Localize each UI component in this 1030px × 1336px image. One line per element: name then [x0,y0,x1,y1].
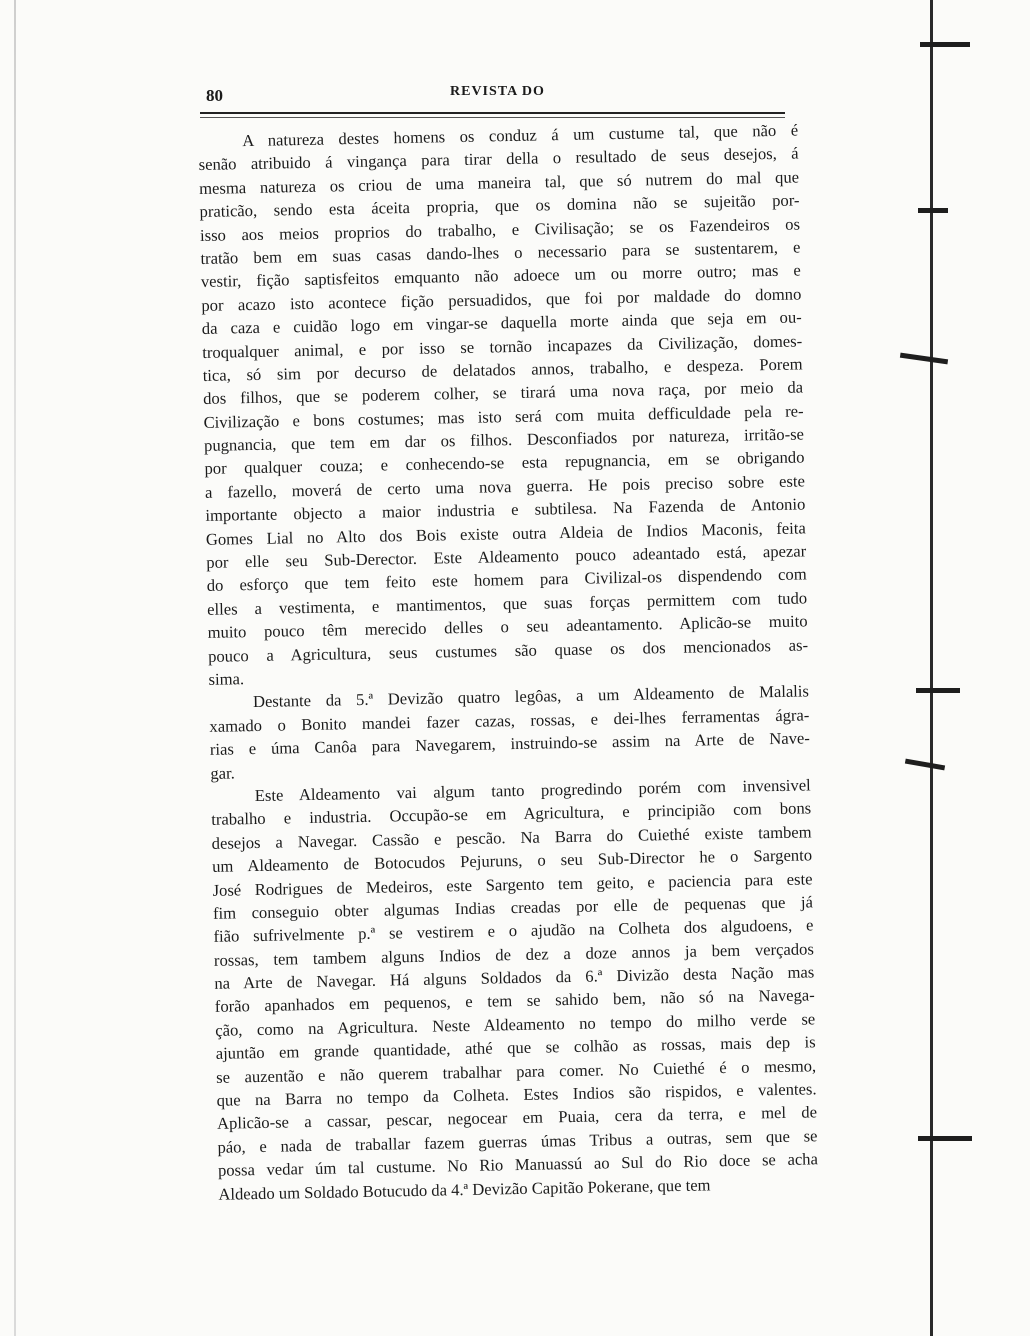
text-line: troqualquer animal, e por isso se tornão incapazes da Civilização, domes- [202,330,803,362]
text-line: da caza e cuidão logo em vingar-se daquella morte ainda que seja em ou- [201,307,802,339]
text-line: pouco a Agricultura, seus custumes são quase os dos mencionados as- [207,634,809,666]
text-line: por qualquer couza; e conhecendo-se esta repugnancia, em se obrigando [204,447,805,479]
binding-mark [916,688,960,693]
text-line: José Rodrigues de Medeiros, este Sargento tem geito, e paciencia para este [212,868,813,900]
binding-mark [900,353,948,365]
text-line: na Arte de Navegar. Há alguns Soldados da 6.ª Divizão desta Nação mas [214,962,815,993]
text-line: possa vedar úm tal custume. No Rio Manuassú ao Sul do Rio doce se acha [217,1149,819,1180]
binding-mark [918,208,948,213]
text-line: do esforço que tem feito este homem para Civilizal-os dispendendo com [206,564,807,596]
text-line: rossas, tem tambem alguns Indios de dez a doze annos ja bem verçados [213,939,815,970]
page-edge-shadow [14,0,16,1336]
text-line: ção, como na Agricultura. Neste Aldeamento no tempo do milho verde se [215,1009,816,1040]
text-line: Destante da 5.ª Devizão quatro legôas, a um Aldeamento de Malalis [252,681,810,712]
text-line: Aldeado um Soldado Botucudo da 4.ª Devizão Capitão Pokerane, que tem [218,1174,711,1204]
text-line: a fazello, moverá de certo uma nova guerra. He pois preciso sobre este [204,471,806,502]
text-line: um Aldeamento de Botocudos Pejuruns, o seu Sub-Director he o Sargento [211,845,813,876]
text-line: gar. [210,762,235,783]
journal-title: REVISTA DO [450,84,545,99]
text-line: Civilização e bons costumes; mas isto será com muita defficuldade pela re- [203,401,804,432]
text-line: Aplicão-se a cassar, pescar, negocear em Puaia, cera da terra, e mel de [216,1102,818,1134]
body-text [198,118,819,1205]
header-rule [200,112,785,118]
text-line: mesma natureza os criou de uma maneira tal, que só nutrem do mal que [198,167,800,198]
text-line: trabalho e industria. Occupão-se em Agricultura, e principião com bons [211,798,812,830]
text-line: fião sufrivelmente p.ª se vestirem e o ajudão na Colheta dos algudoens, e [213,915,814,947]
text-line: vestir, fição saptisfeitos emquanto não adoece um ou morre outro; mas e [200,260,801,292]
text-line: fim conseguio obter algumas Indias creadas por elle de pequenas que já [212,892,814,923]
page-number: 80 [206,86,223,105]
text-line: Este Aldeamento vai algum tanto progredindo porém com invensivel [254,775,811,805]
text-line: por elle seu Sub-Derector. Este Aldeamento pouco adeantado está, apezar [206,541,807,572]
text-line: se auzentão e não querem trabalhar para comer. No Cuiethé é o mesmo, [216,1055,817,1087]
binding-mark [905,759,945,771]
text-line: dos filhos, que se poderem colher, se tirará uma nova raça, por meio da [202,377,804,409]
text-line: xamado o Bonito mandei fazer cazas, rossas, e dei-lhes ferramentas ágra- [209,705,810,736]
text-line: tratão bem em suas casas dando-lhes o necessario para se sustentarem, e [200,237,801,268]
text-line: por acazo isto acontece fição persuadidos, que foi por maldade do domno [201,284,802,315]
binding-mark [920,42,970,47]
text-line: muito pouco têm merecido delles o seu adeantamento. Aplicão-se muito [207,611,808,643]
text-line: desejos a Navegar. Cassão e pescão. Na Barra do Cuiethé existe tambem [211,822,812,853]
text-line: sima. [208,669,245,689]
text-line: rias e úma Canôa para Navegarem, instruindo-se assim na Arte de Nave- [209,728,810,760]
text-line: A natureza destes homens os conduz á um custume tal, que não é [242,120,799,151]
text-line: Gomes Lial no Alto dos Bois existe outra Aldeia de Indios Maconis, feita [205,518,806,549]
text-line: isso aos meios proprios do trabalho, e Civilisação; se os Fazendeiros os [199,214,801,245]
text-line: pugnancia, que tem em dar os filhos. Desconfiados por natureza, irritão-se [203,424,805,456]
text-line: importante objecto a maior industria e subtilesa. Na Fazenda de Antonio [205,494,806,526]
text-line: páo, e nada de traballar fazem guerras úmas Tribus a outras, sem que se [217,1126,818,1157]
text-line: elles a vestimenta, e mantimentos, que suas forças permittem com tudo [207,588,808,619]
running-head [200,82,785,104]
text-line: praticão, sendo esta áceita propria, que os domina não se sujeitão por- [199,190,800,222]
text-line: tica, só sim por decurso de delatados annos, trabalho, e despeza. Porem [202,354,803,385]
binding-mark [918,1136,972,1141]
text-line: ajuntão em grande quantidade, athé que se colhão as rossas, mais dep is [215,1032,816,1064]
text-line: forão apanhados em pequenos, e tem se sahido bem, não só na Navega- [214,985,815,1017]
text-line: senão atribuido á vingança para tirar della o resultado de seus desejos, á [198,143,799,175]
text-line: que na Barra no tempo da Colheta. Estes Indios são rispidos, e valentes. [216,1079,817,1110]
